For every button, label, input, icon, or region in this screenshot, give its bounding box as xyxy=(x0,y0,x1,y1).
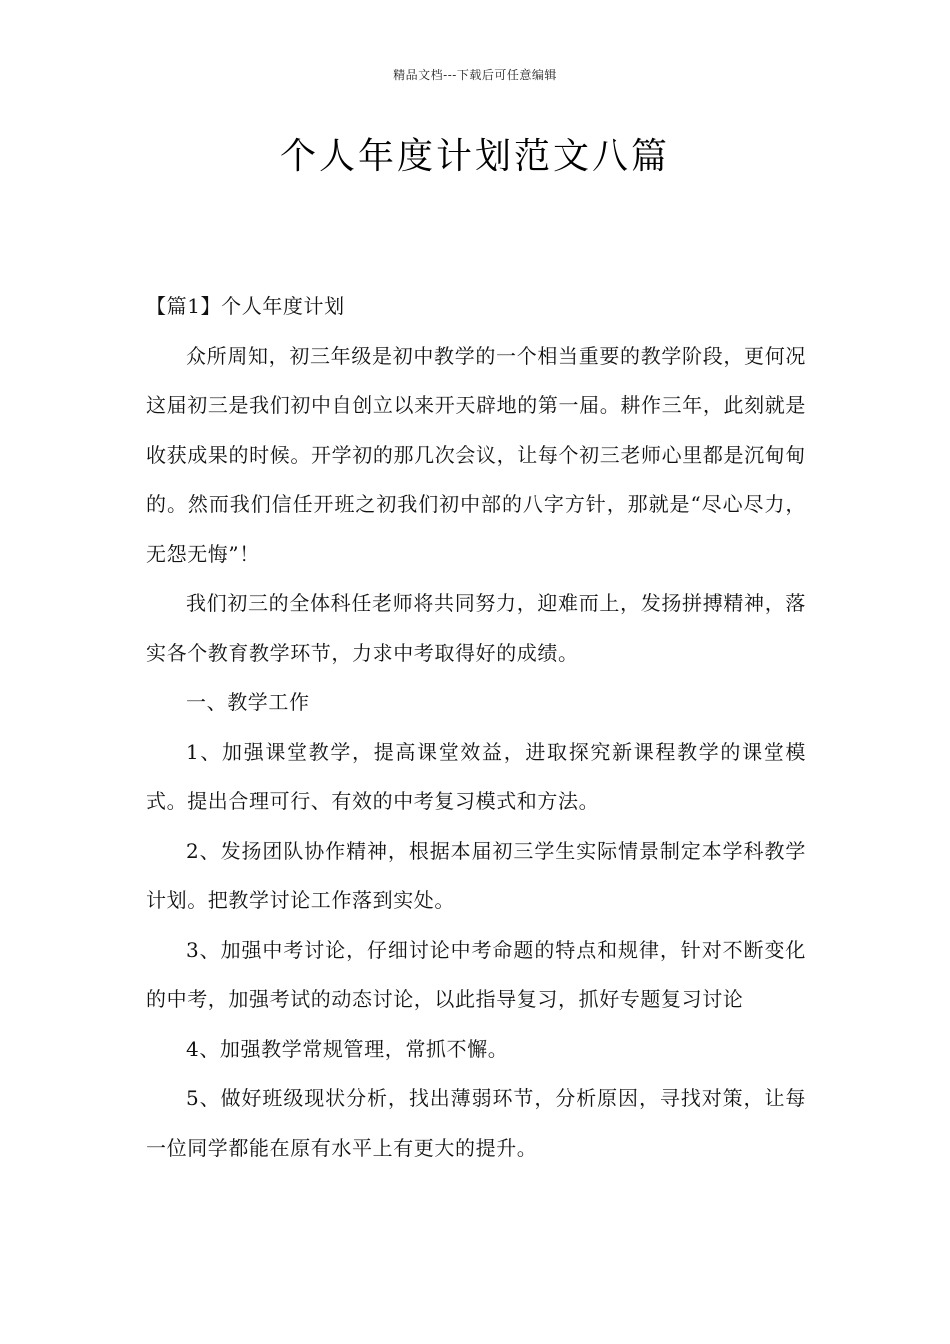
subheading-teaching-work: 一、教学工作 xyxy=(186,690,310,714)
list-item-5: 5、做好班级现状分析，找出薄弱环节，分析原因，寻找对策，让每一位同学都能在原有水平上有更大的提升。 xyxy=(146,1086,806,1160)
list-item-3: 3、加强中考讨论，仔细讨论中考命题的特点和规律，针对不断变化的中考，加强考试的动态讨论，以此指导复习，抓好专题复习讨论 xyxy=(146,937,806,1011)
paragraph-goal: 我们初三的全体科任老师将共同努力，迎难而上，发扬拼搏精神，落实各个教育教学环节，力求中考取得好的成绩。 xyxy=(146,591,806,665)
paragraph-intro: 众所周知，初三年级是初中教学的一个相当重要的教学阶段，更何况这届初三是我们初中自创立以来开天辟地的第一届。耕作三年，此刻就是收获成果的时候。开学初的那几次会议，让每个初三老师心里都是沉甸甸的。然而我们信任开班之初我们初中部的八字方针，那就是“尽心尽力，无怨无悔”！ xyxy=(146,343,806,566)
header-note: 精品文档---下载后可任意编辑 xyxy=(393,68,557,82)
list-item-1: 1、加强课堂教学，提高课堂效益，进取探究新课程教学的课堂模式。提出合理可行、有效的中考复习模式和方法。 xyxy=(146,739,806,813)
document-title: 个人年度计划范文八篇 xyxy=(279,136,670,177)
list-item-2: 2、发扬团队协作精神，根据本届初三学生实际情景制定本学科教学计划。把教学讨论工作落到实处。 xyxy=(146,838,806,912)
list-item-4: 4、加强教学常规管理，常抓不懈。 xyxy=(186,1036,509,1061)
section-heading: 【篇1】个人年度计划 xyxy=(146,294,345,318)
document-body xyxy=(146,282,806,1173)
